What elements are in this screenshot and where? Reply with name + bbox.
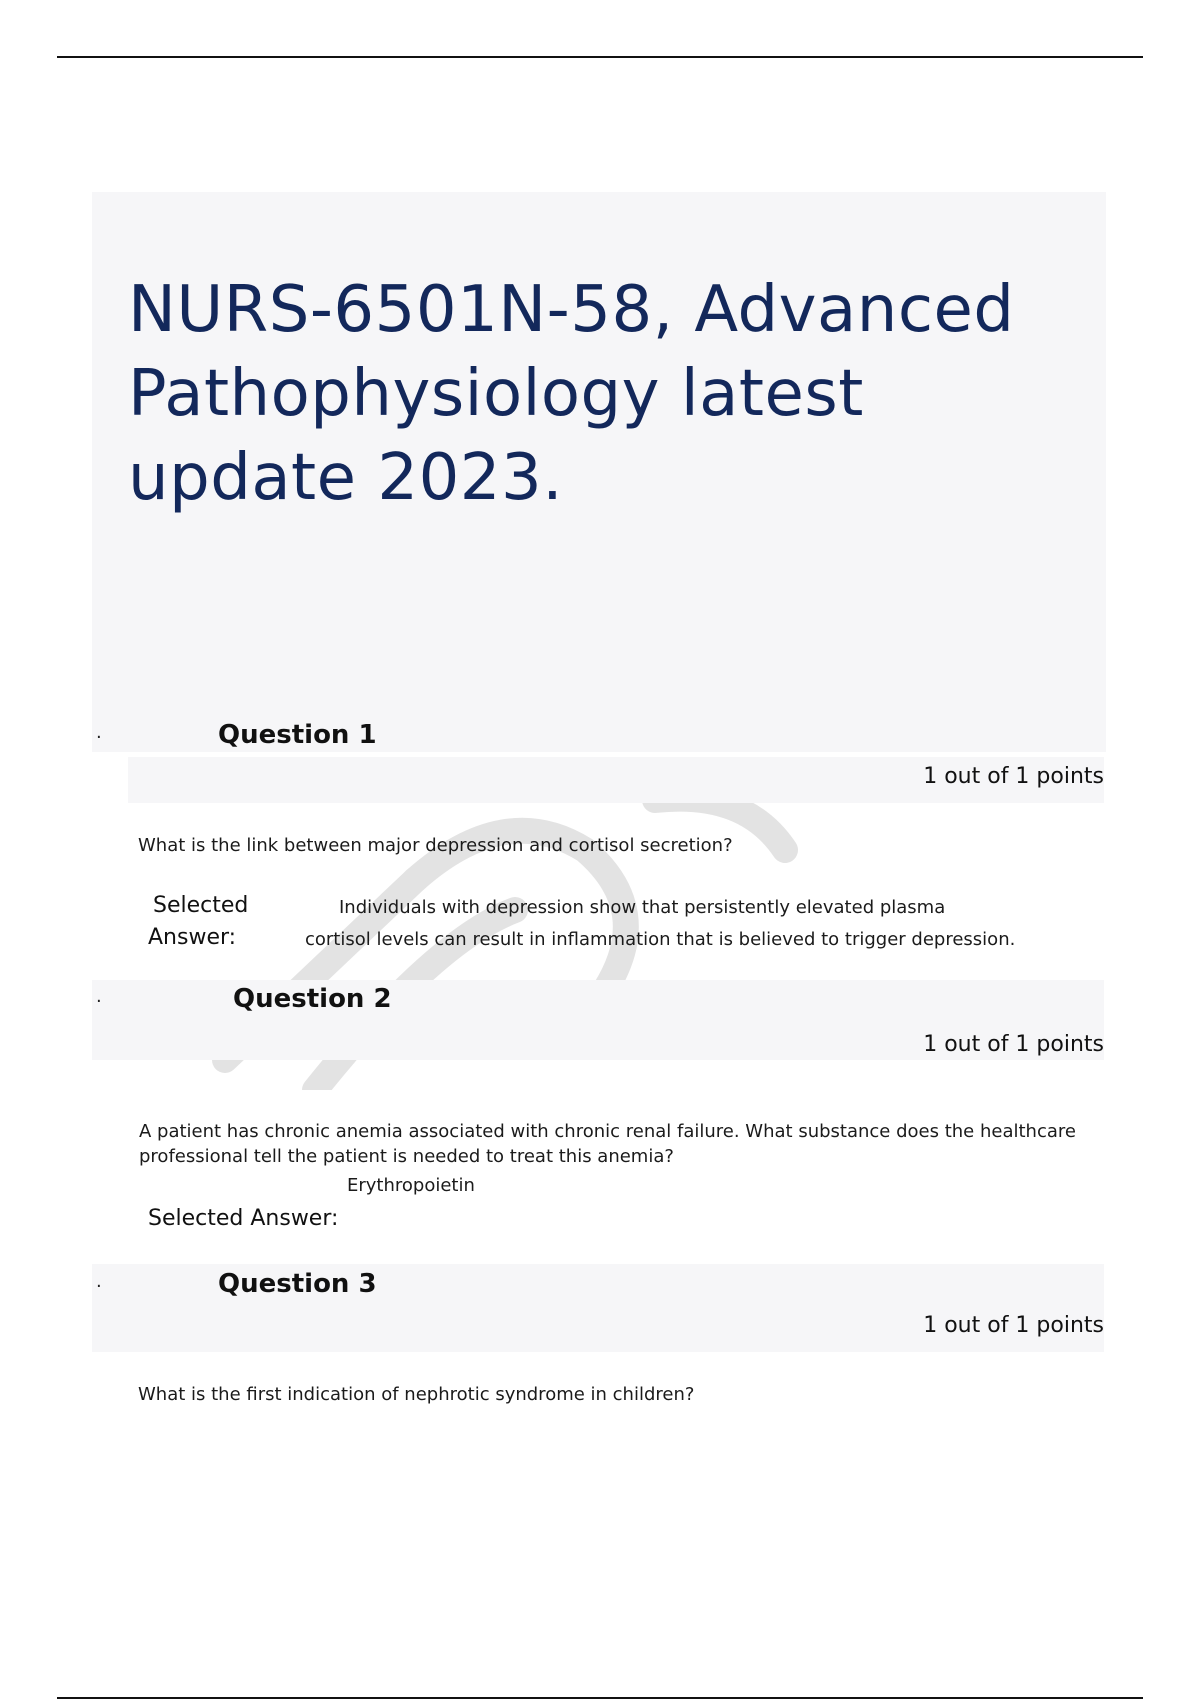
q1-heading: Question 1 <box>218 720 377 750</box>
q1-bullet: · <box>96 727 102 748</box>
q1-prompt: What is the link between major depression and cortisol secretion? <box>138 835 733 856</box>
q3-prompt: What is the first indication of nephrotic syndrome in children? <box>138 1384 695 1405</box>
q2-heading: Question 2 <box>233 984 392 1014</box>
q3-points: 1 out of 1 points <box>923 1313 1104 1338</box>
document-title: NURS-6501N-58, Advanced Pathophysiology latest update 2023. <box>128 273 1015 515</box>
q1-selected-label: Selected <box>153 893 249 918</box>
q1-points: 1 out of 1 points <box>923 764 1104 789</box>
q2-prompt-line1: A patient has chronic anemia associated with chronic renal failure. What substance does the healthcare <box>139 1121 1076 1142</box>
q3-heading: Question 3 <box>218 1269 377 1299</box>
q2-points: 1 out of 1 points <box>923 1032 1104 1057</box>
q1-answer-line2: cortisol levels can result in inflammation that is believed to trigger depression. <box>305 929 1016 950</box>
q1-answer-line1: Individuals with depression show that persistently elevated plasma <box>339 897 946 918</box>
top-rule <box>57 56 1143 58</box>
bottom-rule <box>57 1697 1143 1699</box>
q2-prompt-line2: professional tell the patient is needed to treat this anemia? <box>139 1146 674 1167</box>
q2-answer: Erythropoietin <box>347 1175 475 1196</box>
q2-bullet: · <box>96 991 102 1012</box>
q2-selected-label: Selected Answer: <box>148 1206 339 1231</box>
q1-answer-label: Answer: <box>148 925 237 950</box>
q3-bullet: · <box>96 1276 102 1297</box>
